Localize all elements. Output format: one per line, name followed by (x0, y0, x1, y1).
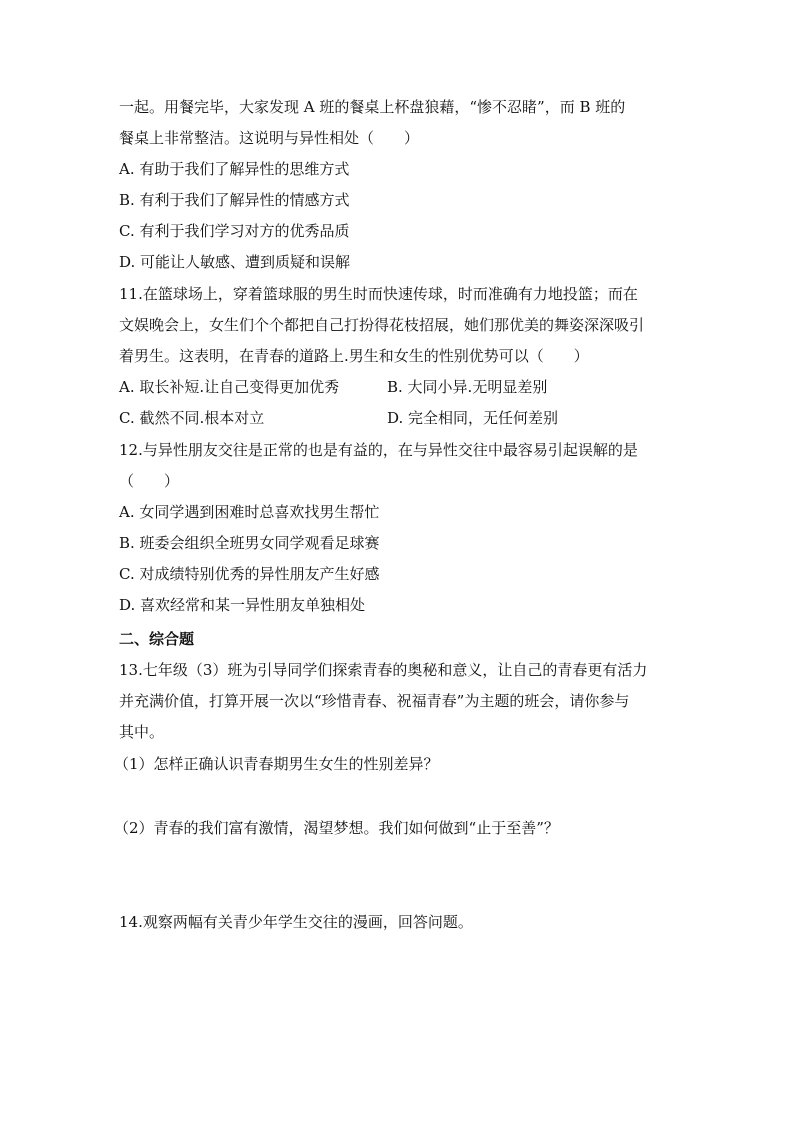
question-text: 其中。 (119, 723, 165, 741)
option-b: B. 班委会组织全班男女同学观看足球赛 (119, 534, 380, 552)
question-text: 着男生。这表明，在青春的道路上.男生和女生的性别优势可以（ ） (119, 347, 589, 365)
sub-question-2: （2）青春的我们富有激情，渴望梦想。我们如何做到“止于至善”？ (114, 819, 559, 837)
question-text: 14.观察两幅有关青少年学生交往的漫画，回答问题。 (119, 913, 473, 931)
question-text: 12.与异性朋友交往是正常的也是有益的，在与异性交往中最容易引起误解的是 (119, 441, 638, 459)
option-b: B. 有利于我们了解异性的情感方式 (119, 191, 350, 209)
option-c: C. 截然不同.根本对立 (119, 409, 265, 427)
question-text: 一起。用餐完毕，大家发现 A 班的餐桌上杯盘狼藉，“惨不忍睹”，而 B 班的 (119, 98, 626, 116)
question-text: 并充满价值，打算开展一次以“珍惜青春、祝福青春”为主题的班会，请你参与 (119, 692, 630, 710)
option-b: B. 大同小异.无明显差别 (387, 378, 548, 396)
question-text: （ ） (119, 472, 180, 490)
option-d: D. 完全相同，无任何差别 (387, 409, 559, 427)
question-text: 餐桌上非常整洁。这说明与异性相处（ ） (119, 129, 420, 147)
option-a: A. 有助于我们了解异性的思维方式 (119, 160, 350, 178)
option-d: D. 可能让人敏感、遭到质疑和误解 (119, 253, 351, 271)
option-d: D. 喜欢经常和某一异性朋友单独相处 (119, 596, 366, 614)
question-text: 文娱晚会上，女生们个个都把自己打扮得花枝招展，她们那优美的舞姿深深吸引 (119, 316, 645, 334)
option-c: C. 有利于我们学习对方的优秀品质 (119, 222, 350, 240)
sub-question-1: （1）怎样正确认识青春期男生女生的性别差异？ (114, 755, 439, 773)
section-heading: 二、综合题 (119, 630, 195, 648)
option-a: A. 女同学遇到困难时总喜欢找男生帮忙 (119, 503, 380, 521)
option-a: A. 取长补短.让自己变得更加优秀 (119, 378, 340, 396)
question-text: 11.在篮球场上，穿着篮球服的男生时而快速传球，时而准确有力地投篮；而在 (119, 285, 638, 303)
question-text: 13.七年级（3）班为引导同学们探索青春的奥秘和意义，让自己的青春更有活力 (119, 661, 648, 679)
option-c: C. 对成绩特别优秀的异性朋友产生好感 (119, 565, 380, 583)
